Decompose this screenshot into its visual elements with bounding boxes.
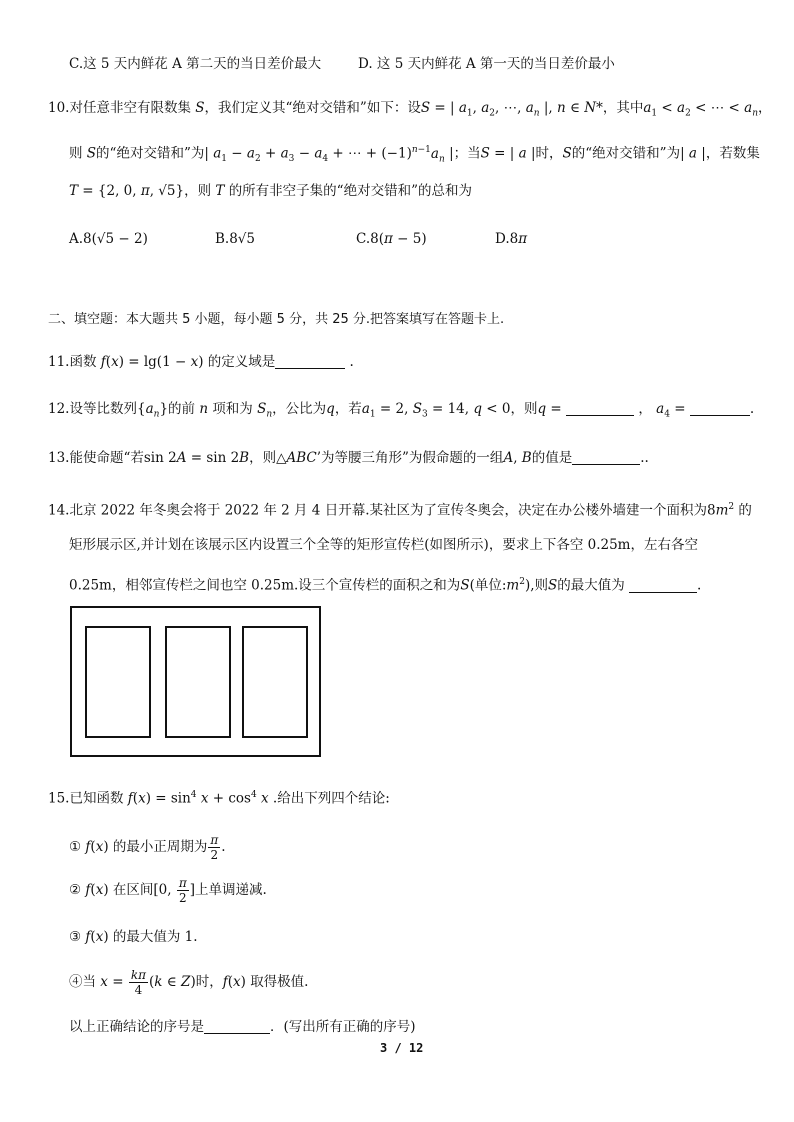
q9-option-c: C.这 5 天内鲜花 A 第二天的当日差价最大 [69,56,322,72]
q12: 12.设等比数列$\{a_n\}$的前 n 项和为 $S_n$，公比为q，若$a_1 = 2$, $S_3 = 14$, q < 0，则q = ， $a_4$ = . [48,401,755,420]
q10-option-c: C.8(π − 5) [356,231,427,247]
q15-answer-blank[interactable] [204,1019,270,1034]
q13: 13.能使命题“若sin 2A = sin 2B，则△ABC’为等腰三角形”为假命题的一组A, B的值是 .. [48,450,649,466]
q14-line-1: 14.北京 2022 年冬奥会将于 2022 年 2 月 4 日开幕.某社区为了宣传冬奥会，决定在办公楼外墙建一个面积为$8m^2$ 的 [48,502,752,519]
q11: 11.函数 f(x) = lg(1 − x) 的定义域是 . [48,354,354,370]
display-area-outer-rect [71,607,320,756]
q10-option-d: D.8π [495,231,528,247]
display-area-figure [70,606,322,758]
q12-answer-blank-a4[interactable] [690,401,750,416]
billboard-1 [86,627,150,737]
q14-line-3: 0.25m，相邻宣传栏之间也空 0.25m.设三个宣传栏的面积之和为S(单位$:m^2$),则S的最大值为 . [69,577,702,594]
q10-option-b: B.8√5 [215,231,255,247]
q11-answer-blank[interactable] [275,354,345,369]
q10-line-2: 则 S的“绝对交错和”为| $a_1 - a_2 + a_3 - a_4$ + ⋯ + $(-1)^{n-1}a_n$ |；当S = | a |时，S的“绝对交错和”为| a |，若数集 [69,145,760,165]
q14-answer-blank[interactable] [629,578,697,593]
q15-statement-2: ② f(x) 在区间[0, $\frac{\pi}{2}$ ]上单调递减. [69,876,267,905]
q10-line-3: T = {2, 0, π, √5}，则 T 的所有非空子集的“绝对交错和”的总和为 [69,183,472,199]
q15-statement-1: ① f(x) 的最小正周期为 $\frac{\pi}{2}$ . [69,833,226,862]
q15-footer: 以上正确结论的序号是 ．(写出所有正确的序号) [69,1019,416,1035]
q13-answer-blank[interactable] [572,450,640,465]
billboard-3 [243,627,307,737]
q10-line-1: 10.对任意非空有限数集 S，我们定义其“绝对交错和”如下：设S = | $a_1$, $a_2$, ⋯, $a_n$ |, n ∈ N*，其中$a_1 < a_2$ < ⋯ < $a_n$， [48,100,772,119]
section-2-heading: 二、填空题：本大题共 5 小题，每小题 5 分，共 25 分.把答案填写在答题卡上. [48,312,505,327]
q15-statement-3: ③ f(x) 的最大值为 1. [69,929,198,945]
q15-intro: 15.已知函数 $f(x) = \sin^4 x + \cos^4 x$ .给出下列四个结论: [48,790,390,807]
q15-statement-4: ④当 x = $\frac{k\pi}{4}$ (k ∈ Z)时，f(x) 取得极值. [69,968,309,997]
page-number: 3 / 12 [380,1041,424,1055]
q10-option-a: A.8(√5 − 2) [69,231,148,247]
q14-line-2: 矩形展示区,并计划在该展示区内设置三个全等的矩形宣传栏(如图所示)，要求上下各空 0.25m，左右各空 [69,537,698,553]
q9-option-d: D. 这 5 天内鲜花 A 第一天的当日差价最小 [358,56,615,72]
q12-answer-blank-q[interactable] [566,401,634,416]
billboard-2 [166,627,230,737]
